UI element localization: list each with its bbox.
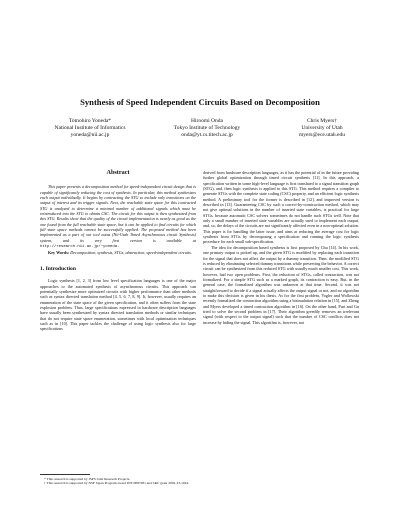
author-name: Chris Myers† bbox=[306, 118, 338, 124]
keywords-text: Decomposition, synthesis, STGs, abstraction, speed-independent circuits. bbox=[70, 250, 192, 256]
author-email: myers@ece.utah.edu bbox=[299, 132, 345, 139]
author-name: Tomohiro Yoneda* bbox=[68, 118, 112, 124]
section-heading-introduction: 1. Introduction bbox=[40, 265, 76, 272]
body-paragraph-2: The idea for decomposition based synthesis is first proposed by Chu [14]. In his work, one primary output is picked up, and the given STG is modified by replacing each transition for the signal that does not affect the output by a dummy transition. Then, the modified STG is reduced by eliminating selected dummy transitions while preserving the behavior. A correct circuit can be synthesized from this reduced STG with usually much smaller cost. This work, however, had two open problems. First, the reduction of STGs, called contraction, was not formalized. For a simple STG such as a marked graph, its contraction is easy. But, in the general case, the formalized algorithm was unknown at that time. Second, it was not straightforward to decide if a signal actually affects the output signal or not, and no algorithm to make this decision is given in his thesis. As for the first problem, Vogler and Wollowski recently formalized the contraction algorithm using a bisimulation relation in [15], and Zheng and Myers developed a timed contraction algorithm in [16]. On the other hand, Puri and Gu tried to solve the second problem in [17]. Their algorithm greedily removes an irrelevant signal (with respect to the output signal) such that the number of CSC conflicts does not increase by hiding the signal. This algorithm is, however, not bbox=[203, 244, 359, 325]
author-affiliation: Tokyo Institute of Technology bbox=[173, 125, 241, 132]
footnotes bbox=[40, 474, 196, 486]
right-column bbox=[203, 170, 359, 325]
author-block bbox=[40, 118, 370, 158]
abstract-text bbox=[40, 184, 196, 250]
footnote-1: * This research is supported by JSPS Joint Research Projects. bbox=[44, 477, 131, 481]
abstract-url: http://research.nii.ac.jp/~yoneda. bbox=[40, 245, 120, 250]
author-affiliation: University of Utah bbox=[301, 125, 343, 132]
footnote-rule bbox=[40, 474, 90, 475]
author-email: yoneda@nii.ac.jp bbox=[70, 132, 110, 139]
author-email: onda@yt.cs.titech.ac.jp bbox=[181, 132, 233, 139]
paper-title: Synthesis of Speed Independent Circuits Based on Decomposition bbox=[80, 97, 320, 107]
author-myers bbox=[274, 118, 370, 139]
author-affiliation: National Institute of Informatics bbox=[54, 125, 126, 132]
body-paragraph-1: derived from hardware description languages, as it has the potential of in the future providing further global optimization through timed circuit synthesis [11]. In this approach, a specification written in some high-level language is first translated to a signal transition graph (STG), and, then logic synthesis is applied to this STG. This method requires a compiler to generate STGs with the complete state coding (CSC) property, and an efficient logic synthesis method. A preliminary tool for the former is described in [12], and improved version is described in [13]. Guaranteeing CSC by such a correct-by-construction method, which may not give optimal solutions in the number of inserted state variables, is practical for large STGs, because automatic CSC solvers sometimes do not handle such STGs well. Note that only a small number of inserted state variables are actually used to implement each output, and, so, the delays of the circuits are not significantly affected even in a non-optimal solution. This paper is for handling the latter issue, and aims at reducing the average cost for logic synthesis from STGs by decomposing a specification and running the logic synthesis procedure for each small sub-specification. bbox=[203, 170, 359, 245]
footnote-2: † This research is supported by NSF Japan Program award INT-0087281 and SRC grant 2002-TJ-1024. bbox=[44, 481, 189, 486]
author-yoneda bbox=[40, 118, 140, 139]
author-onda bbox=[152, 118, 262, 139]
author-name: Hiroomi Onda bbox=[191, 118, 223, 124]
keywords bbox=[40, 250, 196, 255]
left-column bbox=[40, 170, 196, 332]
keywords-label: Key Words: bbox=[48, 250, 70, 256]
intro-paragraph: Logic synthesis [1, 2, 3] from low level specification languages is one of the major approaches to the automated synthesis of asynchronous circuits. This approach can potentially synthesize more optimized circuits with higher performance than other methods such as syntax directed translation method [4, 5, 6, 7, 8, 9]. It, however, usually requires an enumeration of the state space of the given specification, and it often suffers from the state explosion problem. Thus, large specifications expressed in hardware description languages have usually been synthesized by syntax directed translation methods or similar techniques that do not require state space enumeration, sometimes with local optimization techniques such as in [10]. This paper tackles the challenge of using logic synthesis also for large specifications bbox=[40, 278, 196, 332]
abstract-heading: Abstract bbox=[106, 169, 130, 176]
abstract-body: This paper presents a decomposition method for speed-independent circuit design that is capable of significantly reducing the cost of synthesis. In particular, this method synthesizes each output individually. It begins by contracting the STG to include only transitions on the output of interest and its trigger signals. Next, the reachable state space for this contracted STG is analyzed to determine a minimal number of additional signals which must be reintroduced into the STG to obtain CSC. The circuit for this output is then synthesized from this STG. Results show that the quality of the circuit implementation is nearly as good as the one found from the full reachable state space, but it can be applied to find circuits for which full state space methods cannot be successfully applied. The proposed method has been implemented as a part of our tool nutas (Nii-Utah Timed Asynchronous circuit Synthesis) system, and its very first version is available at bbox=[40, 184, 196, 243]
